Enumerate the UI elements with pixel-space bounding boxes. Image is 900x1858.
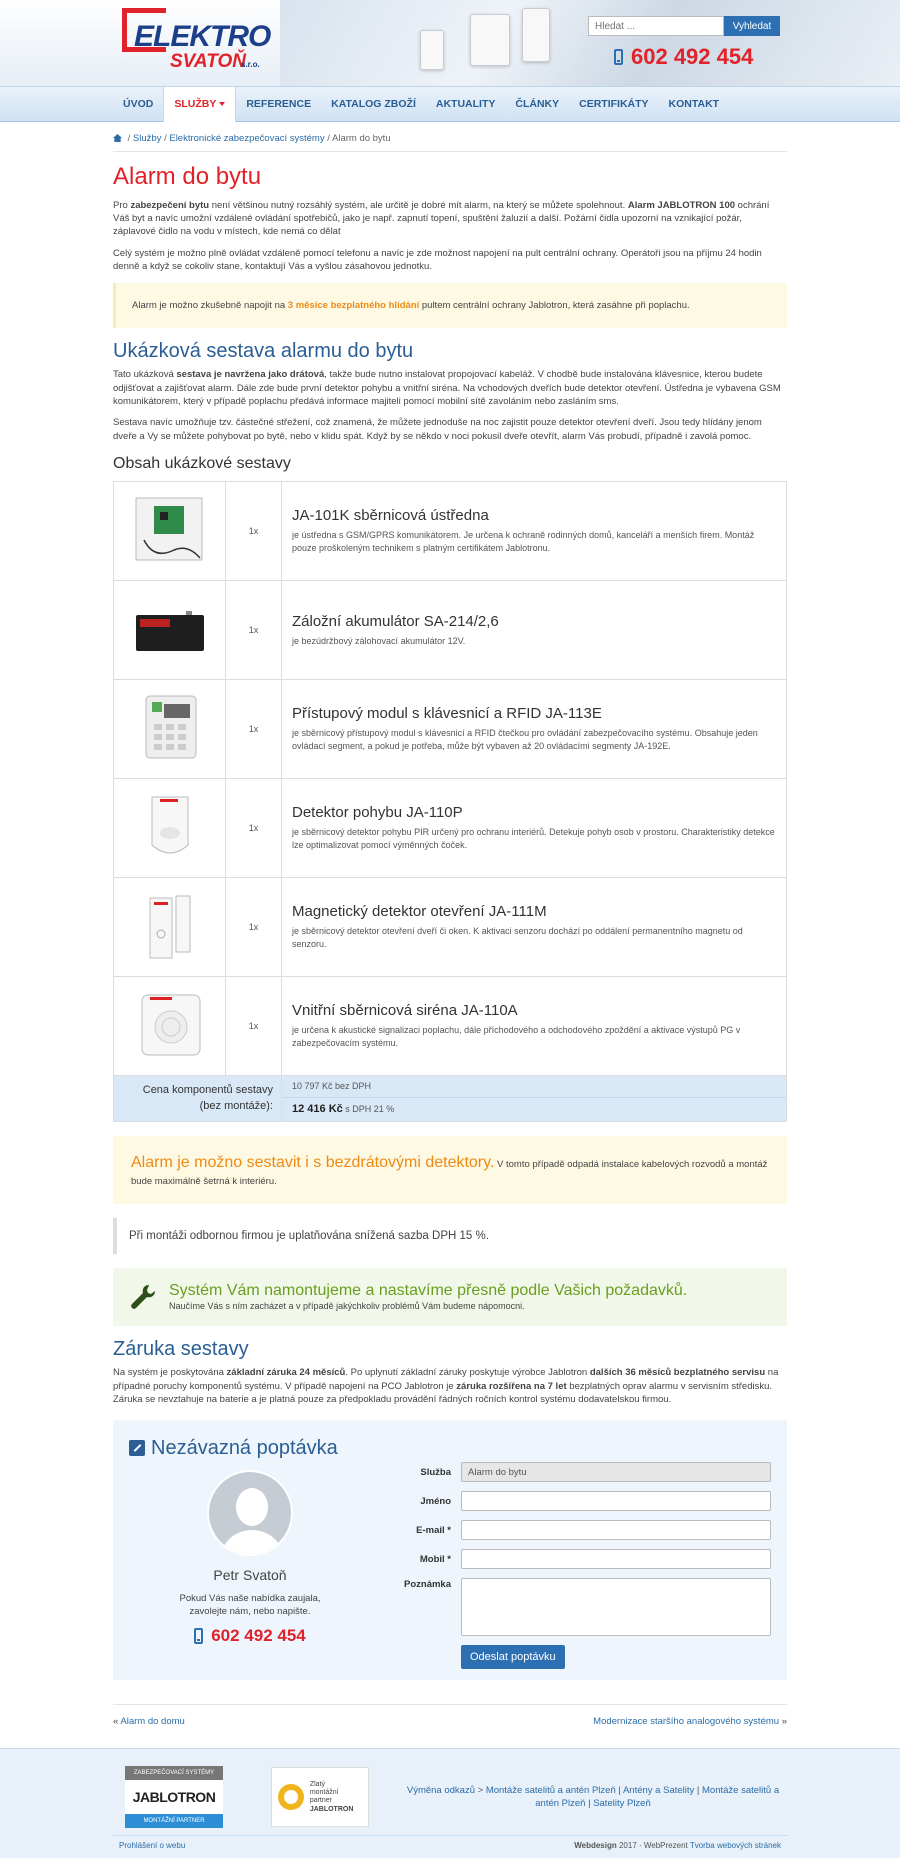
table-row [114, 482, 787, 581]
wireless-note-text: V tomto případě odpadá instalace kabelových rozvodů a montáž bude maximálně šetrná k interiéru. [131, 1159, 768, 1187]
mobile-field[interactable] [461, 1549, 771, 1569]
edit-icon [129, 1440, 145, 1456]
product-name: Záložní akumulátor SA-214/2,6 [292, 612, 499, 630]
dph-note: Při montáži odbornou firmou je uplatňována snížená sazba DPH 15 %. [113, 1218, 787, 1254]
header-banner-image [280, 0, 900, 86]
product-qty: 1x [226, 581, 282, 680]
inquiry-form-box [113, 1420, 787, 1680]
breadcrumb: / Služby / Elektronické zabezpečovací systémy / Alarm do bytu [113, 122, 787, 152]
warranty-title: Záruka sestavy [113, 1338, 249, 1361]
footer-links: Výměna odkazů > Montáže satelitů a antén Plzeň | Antény a Satelity | Montáže satelitů a antén Plzeň | Satelity Plzeň [406, 1785, 780, 1810]
email-label: E-mail * [416, 1524, 451, 1536]
site-header [0, 0, 900, 86]
product-qty: 1x [226, 779, 282, 878]
inquiry-title-text: Nezávazná poptávka [151, 1437, 338, 1460]
table-row [114, 581, 787, 680]
contact-phone-number: 602 492 454 [211, 1626, 306, 1646]
nav-item-kontakt[interactable]: KONTAKT [668, 98, 720, 110]
product-image-keypad[interactable] [130, 692, 210, 766]
product-qty: 1x [226, 977, 282, 1076]
installation-note [113, 1268, 787, 1326]
credit-link[interactable]: Tvorba webových stránek [689, 1841, 781, 1851]
badge2-line1: Zlatý [309, 1780, 325, 1788]
badge2-line3: JABLOTRON [309, 1805, 354, 1813]
search-button[interactable]: Vyhledat [724, 16, 780, 36]
product-desc: je bezúdržbový zálohovací akumulátor 12V. [292, 635, 466, 646]
sample-title: Ukázková sestava alarmu do bytu [113, 340, 414, 363]
service-label: Služba [420, 1466, 451, 1478]
table-row [114, 977, 787, 1076]
breadcrumb-link-sluzby[interactable]: Služby [132, 133, 162, 144]
logo-subtext: SVATOŇ [170, 51, 247, 72]
breadcrumb-link-ezs[interactable]: Elektronické zabezpečovací systémy [169, 133, 325, 144]
wrench-icon [129, 1283, 157, 1311]
badge-brand: JABLOTRON [125, 1780, 223, 1814]
product-image-siren[interactable] [130, 989, 210, 1063]
product-image-control-panel[interactable] [130, 494, 210, 568]
search-form [588, 16, 780, 36]
product-table [113, 481, 787, 1122]
contact-phone[interactable] [129, 1624, 371, 1648]
nav-item-uvod[interactable]: ÚVOD [123, 98, 154, 110]
product-qty: 1x [226, 680, 282, 779]
next-article-link[interactable]: Modernizace staršího analogového systému [593, 1716, 780, 1728]
nav-item-clanky[interactable]: ČLÁNKY [515, 98, 560, 110]
email-field[interactable] [461, 1520, 771, 1540]
submit-inquiry-button[interactable]: Odeslat poptávku [461, 1645, 565, 1669]
product-desc: je sběrnicový detektor pohybu PIR určený pro ochranu interiérů. Detekuje pohyb osob v prostoru. Charakteristiky detekce lze optimalizovat pomocí výměnných čoček. [292, 827, 775, 851]
nav-item-certifikaty[interactable]: CERTIFIKÁTY [579, 98, 649, 110]
contents-title: Obsah ukázkové sestavy [113, 454, 291, 472]
credit: Webdesign 2017 · WebPrezent Tvorba webových stránek [574, 1841, 781, 1851]
intro-paragraph-1: Pro zabezpečení bytu není většinou nutný rozsáhlý systém, ale určitě je dobré mít alarm, na který se můžete spolehnout. Alarm JABLOTRON 100 ochrání Váš byt a navíc umožní vzdálené ovládání spotřebičů, jako je např. zapnutí topení, spuštění žaluzií a další. Požární čidla upozorní na vznikající požár, záplavové čidlo na vodu v místech, kde nemá co dělat [113, 199, 770, 238]
search-input[interactable] [588, 16, 724, 36]
phone-icon [194, 1628, 203, 1644]
prev-article-link[interactable]: Alarm do domu [120, 1716, 185, 1728]
product-desc: je sběrnicový detektor otevření dveří či oken. K aktivaci senzoru dochází po oddálení permanentního magnetu od senzoru. [292, 926, 743, 950]
nav-item-reference[interactable]: REFERENCE [246, 98, 312, 110]
name-label: Jméno [420, 1495, 451, 1507]
name-field[interactable] [461, 1491, 771, 1511]
nav-item-katalog[interactable]: KATALOG ZBOŽÍ [331, 98, 416, 110]
wireless-note-title: Alarm je možno sestavit i s bezdrátovými detektory. [131, 1154, 495, 1172]
site-footer [0, 1748, 900, 1858]
table-row [114, 779, 787, 878]
trial-note: Alarm je možno zkušebně napojit na 3 měsíce bezplatného hlídání pultem centrální ochrany Jablotron, která zasáhne při poplachu. [113, 283, 787, 328]
product-qty: 1x [226, 482, 282, 581]
privacy-link[interactable]: Prohlášení o webu [119, 1841, 186, 1851]
installation-note-text: Naučíme Vás s ním zacházet a v případě jakýchkoliv problémů Vám budeme nápomocni. [169, 1300, 525, 1311]
gold-ring-icon [278, 1784, 304, 1810]
avatar [207, 1470, 293, 1556]
phone-icon [614, 49, 623, 65]
header-phone-number: 602 492 454 [631, 44, 754, 69]
price-gross: 12 416 Kč s DPH 21 % [292, 1102, 395, 1115]
intro-paragraph-2: Celý systém je možno plně ovládat vzdáleně pomocí telefonu a navíc je zde možnost napojení na pult centrální ochrany. Operátoři jsou na příjmu 24 hodin denně a když se cokoliv stane, kontaktují Vás a vyšlou zásahovou jednotku. [113, 247, 762, 272]
note-label: Poznámka [404, 1579, 451, 1591]
home-icon[interactable] [113, 134, 122, 142]
site-logo[interactable] [122, 8, 272, 70]
nav-item-sluzby-label: SLUŽBY [174, 98, 217, 110]
footer-link-1[interactable]: Montáže satelitů a antén Plzeň [485, 1785, 616, 1797]
product-image-motion-detector[interactable] [130, 791, 210, 865]
header-phone[interactable] [614, 46, 753, 68]
product-name: Vnitřní sběrnicová siréna JA-110A [292, 1002, 518, 1020]
main-nav [0, 86, 900, 122]
article-pager: « Alarm do domu Modernizace staršího analogového systému » [113, 1704, 787, 1738]
product-desc: je sběrnicový přístupový modul s klávesnicí a RFID čtečkou pro ovládání zabezpečovacího systému. Obsahuje jeden ovládací segment, a pokud je potřeba, může být vybaven až 20 ovládacími segmenty JA-192E. [292, 728, 758, 752]
product-name: Detektor pohybu JA-110P [292, 804, 463, 822]
nav-item-aktuality[interactable]: AKTUALITY [435, 98, 496, 110]
badge2-line2: montážní partner [309, 1789, 339, 1805]
footer-link-3[interactable]: Montáže satelitů a antén Plzeň [535, 1785, 780, 1810]
product-name: JA-101K sběrnicová ústředna [292, 507, 489, 525]
footer-link-2[interactable]: Antény a Satelity [622, 1785, 695, 1797]
badge-top-text: ZABEZPEČOVACÍ SYSTÉMY [125, 1766, 223, 1780]
sample-paragraph-2: Sestava navíc umožňuje tzv. částečné střežení, což znamená, že můžete jednoduše na noc zajistit pouze detektor otevření dveří. Jsou tedy hlídány jenom dveře a Vy se můžete pohybovat po bytě, nebo v klidu spát. Když by se někdo v noci pokusil dveře otevřít, alarm Vás probudí, případně i zavolá pomoc. [113, 417, 762, 442]
footer-bottom [113, 1835, 787, 1855]
page-title: Alarm do bytu [113, 163, 262, 191]
product-name: Magnetický detektor otevření JA-111M [292, 903, 547, 921]
price-row [114, 1076, 787, 1122]
sample-paragraph-1: Tato ukázková sestava je navržena jako drátová, takže bude nutno instalovat propojovací kabeláž. V chodbě bude instalována klávesnice, kterou budete odjišťovat a zajišťovat alarm. Dále zde bude první detektor pohybu a vnitřní siréna. Na vchodových dveřích bude detektor otevření. Ústředna je vybavena GSM komunikátorem, který v případě poplachu předává informace majiteli pomocí mobilní sítě zavoláním nebo zasláním sms. [113, 369, 781, 408]
footer-link-4[interactable]: Satelity Plzeň [593, 1798, 651, 1810]
table-row [114, 680, 787, 779]
price-label: Cena komponentů sestavy (bez montáže): [114, 1076, 282, 1122]
inquiry-title [129, 1434, 371, 1462]
logo-suffix: s.r.o. [241, 60, 260, 69]
product-qty: 1x [226, 878, 282, 977]
warranty-paragraph: Na systém je poskytována základní záruka 24 měsíců. Po uplynutí základní záruky poskytuje výrobce Jablotron dalších 36 měsíců bezplatného servisu na případné poruchy komponentů systému. V případě napojení na PCO Jablotron je záruka rozšířena na 7 let bezplatných oprav alarmu v servisním středisku. Záruka se nevztahuje na baterie a je platná pouze za předpokladu provádění řádných ročních kontrol systému dodavatelskou firmou. [113, 1367, 779, 1405]
product-desc: je ústředna s GSM/GPRS komunikátorem. Je určena k ochraně rodinných domů, kanceláří a menších firem. Montáž pouze proškoleným technikem s platným certifikátem Jablotronu. [292, 530, 755, 554]
contact-name: Petr Svatoň [213, 1567, 287, 1584]
jablotron-partner-badge[interactable] [125, 1766, 223, 1828]
logo-text: ELEKTRO [134, 20, 271, 53]
nav-item-sluzby[interactable] [163, 87, 236, 122]
wireless-note [113, 1136, 787, 1204]
gold-partner-badge[interactable] [271, 1767, 369, 1827]
caret-down-icon [219, 102, 225, 106]
product-image-battery[interactable] [130, 593, 210, 667]
badge-bottom-text: MONTÁŽNÍ PARTNER [125, 1814, 223, 1828]
product-image-magnetic-detector[interactable] [130, 890, 210, 964]
service-field[interactable] [461, 1462, 771, 1482]
note-field[interactable] [461, 1578, 771, 1636]
breadcrumb-current: Alarm do bytu [332, 133, 391, 144]
product-desc: je určena k akustické signalizaci poplachu, dále příchodového a odchodového zpoždění a aktivace výstupů PG v zabezpečovacím systému. [292, 1025, 741, 1049]
mobile-label: Mobil * [419, 1553, 451, 1565]
price-net: 10 797 Kč bez DPH [282, 1076, 786, 1098]
product-name: Přístupový modul s klávesnicí a RFID JA-113E [292, 705, 602, 723]
table-row [114, 878, 787, 977]
installation-note-title: Systém Vám namontujeme a nastavíme přesně podle Vašich požadavků. [169, 1282, 688, 1300]
footer-link-exchange[interactable]: Výměna odkazů [406, 1785, 475, 1797]
contact-text: Pokud Vás naše nabídka zaujala, zavolejte nám, nebo napište. [179, 1592, 321, 1618]
